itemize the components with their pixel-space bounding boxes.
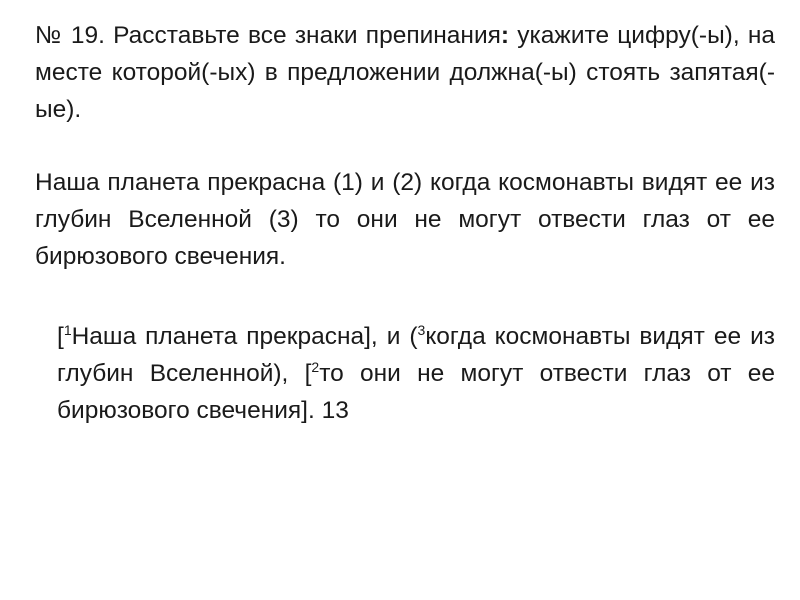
clause-index-3: 3 bbox=[417, 322, 426, 338]
answer-clause-3: когда космонавты видят ее из глубин Вселенной), [ bbox=[57, 323, 775, 387]
answer-clause-2: то они не могут отвести глаз от ее бирюзового свечения]. bbox=[57, 360, 775, 424]
task-colon: : bbox=[500, 22, 510, 49]
answer-explanation bbox=[57, 318, 775, 429]
task-statement bbox=[35, 17, 775, 128]
answer-clause-1: Наша планета прекрасна], и ( bbox=[71, 323, 418, 350]
clause-index-1: 1 bbox=[63, 322, 72, 338]
clause-index-2: 2 bbox=[311, 359, 320, 375]
task-number: № 19. bbox=[35, 22, 105, 49]
answer-bracket-open: [ bbox=[57, 323, 64, 350]
exercise-sentence bbox=[35, 164, 775, 275]
task-instruction-start: Расставьте все знаки препинания bbox=[113, 22, 501, 49]
answer-result: 13 bbox=[321, 397, 349, 424]
task-instruction-end: укажите цифру(-ы), на месте которой(-ых) в предложении должна(-ы) стоять запятая(-ые). bbox=[35, 22, 775, 123]
exercise-sentence-text: Наша планета прекрасна (1) и (2) когда космонавты видят ее из глубин Вселенной (3) то они не могут отвести глаз от ее бирюзового свечения. bbox=[35, 169, 775, 270]
